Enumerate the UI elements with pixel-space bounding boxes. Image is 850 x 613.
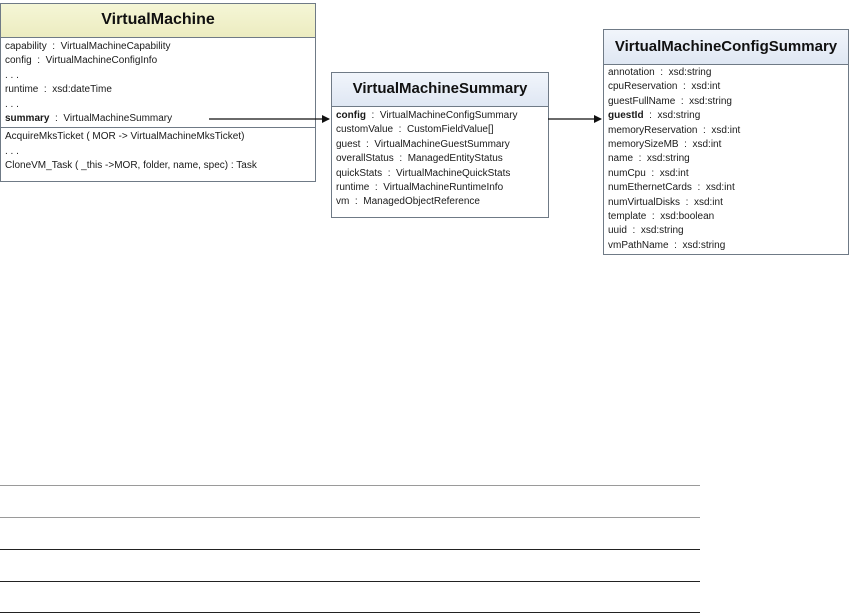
property-row: numCpu : xsd:int xyxy=(608,167,689,179)
property-row: customValue : CustomFieldValue[] xyxy=(336,124,494,136)
property-row: memoryReservation : xsd:int xyxy=(608,124,741,136)
property-row: runtime : VirtualMachineRuntimeInfo xyxy=(336,182,504,194)
property-name: numVirtualDisks xyxy=(608,196,681,208)
property-row-summary: summary : VirtualMachineSummary xyxy=(5,113,173,125)
property-type: VirtualMachineRuntimeInfo xyxy=(383,182,504,194)
property-type: xsd:string xyxy=(646,153,690,165)
virtual-machine-properties xyxy=(1,38,315,127)
property-name: guestFullName xyxy=(608,95,676,107)
property-type: ManagedEntityStatus xyxy=(407,153,503,165)
virtual-machine-methods xyxy=(1,127,315,174)
property-type: xsd:boolean xyxy=(660,211,715,223)
property-row: annotation : xsd:string xyxy=(608,67,712,78)
property-name: memorySizeMB xyxy=(608,139,679,151)
property-type: ManagedObjectReference xyxy=(363,196,480,208)
property-name: capability xyxy=(5,41,47,52)
property-row: capability : VirtualMachineCapability xyxy=(5,41,171,52)
divider-line xyxy=(0,549,700,550)
virtual-machine-title: VirtualMachine xyxy=(1,4,315,38)
virtual-machine-summary-class xyxy=(331,72,549,218)
property-name: annotation xyxy=(608,67,655,78)
property-row: numEthernetCards : xsd:int xyxy=(608,182,735,194)
property-name: quickStats xyxy=(336,167,383,179)
virtual-machine-summary-title: VirtualMachineSummary xyxy=(332,73,548,107)
property-name: runtime xyxy=(336,182,370,194)
property-type: xsd:int xyxy=(659,167,689,179)
property-name: numCpu xyxy=(608,167,646,179)
ellipsis: . . . xyxy=(5,145,19,157)
property-row-config: config : VirtualMachineConfigSummary xyxy=(336,110,518,121)
divider-line xyxy=(0,517,700,518)
property-name: vmPathName xyxy=(608,239,669,251)
divider-line xyxy=(0,581,700,582)
property-type: VirtualMachineQuickStats xyxy=(396,167,511,179)
property-row: vm : ManagedObjectReference xyxy=(336,196,480,208)
property-name: numEthernetCards xyxy=(608,182,692,194)
property-name: template xyxy=(608,211,647,223)
property-type: xsd:int xyxy=(711,124,741,136)
property-type: xsd:dateTime xyxy=(52,84,112,96)
property-type: xsd:int xyxy=(691,81,721,93)
property-row: quickStats : VirtualMachineQuickStats xyxy=(336,167,511,179)
property-row: memorySizeMB : xsd:int xyxy=(608,139,722,151)
property-row: template : xsd:boolean xyxy=(608,211,715,223)
property-name: cpuReservation xyxy=(608,81,678,93)
property-type: VirtualMachineGuestSummary xyxy=(374,138,510,150)
property-name: customValue xyxy=(336,124,394,136)
divider-line xyxy=(0,485,700,486)
property-type: VirtualMachineCapability xyxy=(60,41,171,52)
property-type: VirtualMachineConfigSummary xyxy=(379,110,518,121)
property-name: runtime xyxy=(5,84,39,96)
property-name: memoryReservation xyxy=(608,124,698,136)
property-type: xsd:string xyxy=(689,95,732,107)
method-row: AcquireMksTicket ( MOR -> VirtualMachineMksTicket) xyxy=(5,131,245,143)
property-row: guest : VirtualMachineGuestSummary xyxy=(336,138,510,150)
property-row: runtime : xsd:dateTime xyxy=(5,84,112,96)
virtual-machine-config-summary-title: VirtualMachineConfigSummary xyxy=(604,30,848,65)
method-row: CloneVM_Task ( _this ->MOR, folder, name, spec) : Task xyxy=(5,160,257,172)
property-type: xsd:int xyxy=(692,139,722,151)
property-name: overallStatus xyxy=(336,153,394,165)
property-name: uuid xyxy=(608,225,627,237)
ellipsis: . . . xyxy=(5,69,19,81)
property-name: name xyxy=(608,153,634,165)
property-type: xsd:int xyxy=(705,182,735,194)
ellipsis: . . . xyxy=(5,98,19,110)
property-row: uuid : xsd:string xyxy=(608,225,684,237)
property-type: VirtualMachineConfigInfo xyxy=(45,55,158,67)
property-type: xsd:string xyxy=(657,110,701,122)
property-name: config xyxy=(336,110,366,121)
property-type: xsd:string xyxy=(682,239,726,251)
virtual-machine-class xyxy=(0,3,316,182)
property-row: overallStatus : ManagedEntityStatus xyxy=(336,153,503,165)
property-row: numVirtualDisks : xsd:int xyxy=(608,196,723,208)
property-type: CustomFieldValue[] xyxy=(406,124,494,136)
property-type: xsd:int xyxy=(693,196,723,208)
property-type: xsd:string xyxy=(668,67,712,78)
property-name: summary xyxy=(5,113,50,125)
property-name: vm xyxy=(336,196,350,208)
property-row-guestid: guestId : xsd:string xyxy=(608,110,701,122)
property-row: cpuReservation : xsd:int xyxy=(608,81,721,93)
virtual-machine-config-summary-class xyxy=(603,29,849,255)
property-name: config xyxy=(5,55,32,67)
property-row: config : VirtualMachineConfigInfo xyxy=(5,55,158,67)
property-name: guest xyxy=(336,138,361,150)
property-row: vmPathName : xsd:string xyxy=(608,239,726,251)
property-row: name : xsd:string xyxy=(608,153,690,165)
virtual-machine-summary-properties xyxy=(332,107,548,211)
property-type: xsd:string xyxy=(640,225,684,237)
property-row: guestFullName : xsd:string xyxy=(608,95,732,107)
property-name: guestId xyxy=(608,110,644,122)
property-type: VirtualMachineSummary xyxy=(63,113,173,125)
virtual-machine-config-summary-properties xyxy=(604,65,848,254)
